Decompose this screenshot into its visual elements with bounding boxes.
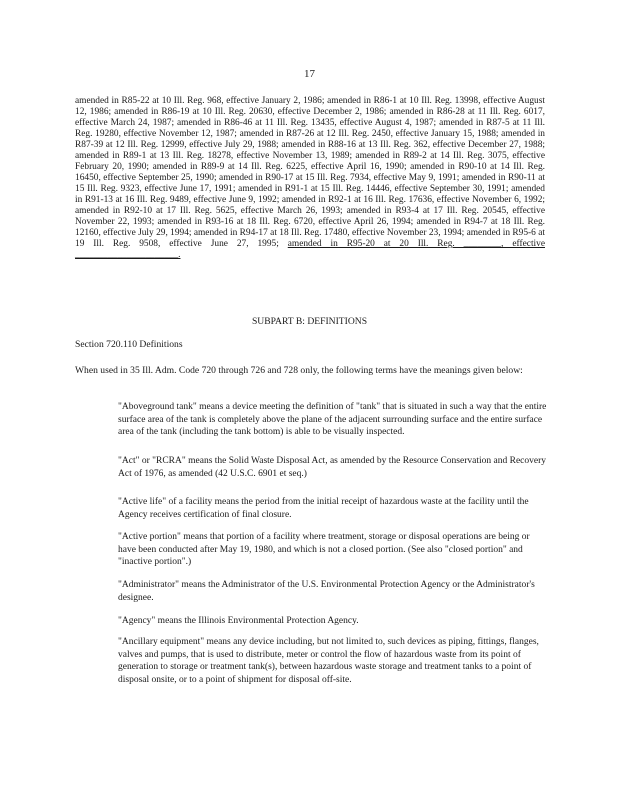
definition-ancillary-equipment: "Ancillary equipment" means any device including, but not limited to, such devices as piping, fittings, flanges, valves and pumps, that is used to distribute, meter or control the flow of hazardous waste from its point of generation to storage or treatment tank(s), between hazardous waste storage and treatment tanks to a point of disposal onsite, or to a point of shipment for disposal off-site. bbox=[118, 637, 539, 685]
definition-act-rcra: "Act" or "RCRA" means the Solid Waste Disposal Act, as amended by the Resource Conservation and Recovery Act of 1976, as amended (42 U.S.C. 6901 et seq.) bbox=[118, 456, 547, 479]
definitions-intro: When used in 35 Ill. Adm. Code 720 through 726 and 728 only, the following terms have the meanings given below: bbox=[75, 365, 523, 376]
amendment-history-text: amended in R85-22 at 10 Ill. Reg. 968, effective January 2, 1986; amended in R86-1 at 10 Ill. Reg. 13998, effective August 12, 1986; amended in R86-19 at 10 Ill. Reg. 20630, effective December 2, 1986; amended in R86-28 at 11 Ill. Reg. 6017, effective March 24, 1987; amended in R86-46 at 11 Ill. Reg. 13435, effective August 4, 1987; amended in R87-5 at 11 Ill. Reg. 19280, effective November 12, 1987; amended in R87-26 at 12 Ill. Reg. 2450, effective January 15, 1988; amended in R87-39 at 12 Ill. Reg. 12999, effective July 29, 1988; amended in R88-16 at 13 Ill. Reg. 362, effective December 27, 1988; amended in R89-1 at 13 Ill. Reg. 18278, effective November 13, 1989; amended in R89-2 at 14 Ill. Reg. 3075, effective February 20, 1990; amended in R89-9 at 14 Ill. Reg. 6225, effective April 16, 1990; amended in R90-10 at 14 Ill. Reg. 16450, effective September 25, 1990; amended in R90-17 at 15 Ill. Reg. 7934, effective May 9, 1991; amended in R90-11 at 15 Ill. Reg. 9323, effective June 17, 1991; amended in R91-1 at 15 Ill. Reg. 14446, effective September 30, 1991; amended in R91-13 at 16 Ill. Reg. 9489, effective June 9, 1992; amended in R92-1 at 16 Ill. Reg. 17636, effective November 6, 1992; amended in R92-10 at 17 Ill. Reg. 5625, effective March 26, 1993; amended in R93-4 at 17 Ill. Reg. 20545, effective November 22, 1993; amended in R93-16 at 18 Ill. Reg. 6720, effective April 26, 1994; amended in R94-7 at 18 Ill. Reg. 12160, effective July 29, 1994; amended in R94-17 at 18 Ill. Reg. 17480, effective November 23, 1994; amended in R95-6 at 19 Ill. Reg. 9508, effective June 27, 1995; bbox=[75, 96, 545, 249]
pending-amendment: amended in R95-20 at 20 Ill. Reg. ________, effective ______________________. bbox=[75, 239, 545, 260]
section-heading: Section 720.110 Definitions bbox=[75, 339, 183, 350]
amendment-history bbox=[75, 96, 545, 261]
definition-active-portion: "Active portion" means that portion of a facility where treatment, storage or disposal operations are being or have been conducted after May 19, 1980, and which is not a closed portion. (See also "closed portion" and "inactive portion".) bbox=[118, 532, 530, 568]
definition-agency: "Agency" means the Illinois Environmental Protection Agency. bbox=[118, 616, 359, 626]
definition-active-life: "Active life" of a facility means the period from the initial receipt of hazardous waste at the facility until the Agency receives certification of final closure. bbox=[118, 497, 529, 520]
definition-aboveground-tank: "Aboveground tank" means a device meeting the definition of "tank" that is situated in such a way that the entire surface area of the tank is completely above the plane of the adjacent surrounding surface and the entire surface area of the tank (including the tank bottom) is able to be visually inspected. bbox=[118, 402, 547, 438]
subpart-heading: SUBPART B: DEFINITIONS bbox=[251, 316, 368, 327]
page-number: 17 bbox=[304, 68, 315, 80]
definition-administrator: "Administrator" means the Administrator of the U.S. Environmental Protection Agency or the Administrator's designee. bbox=[118, 580, 535, 603]
